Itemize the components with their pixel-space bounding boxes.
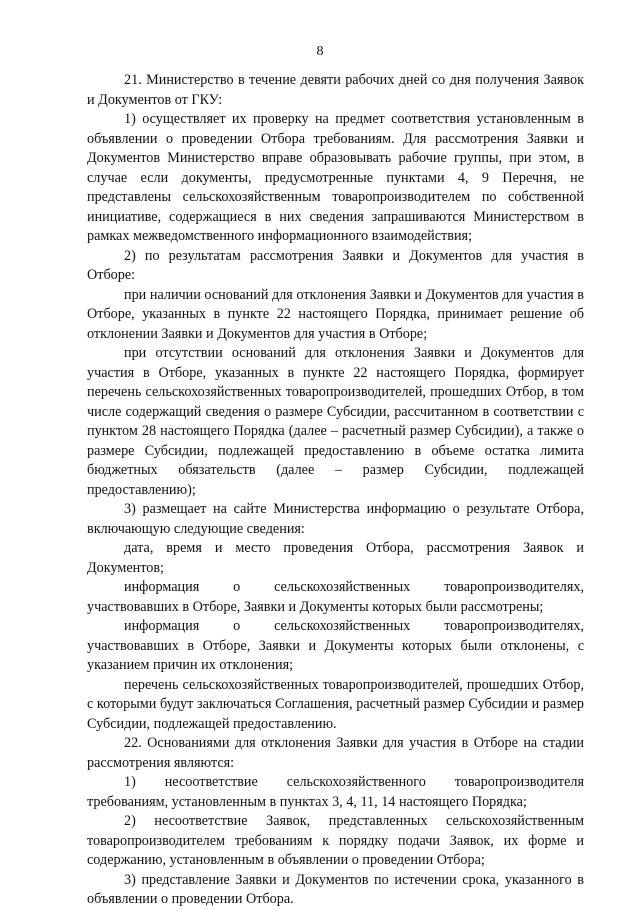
- paragraph-21-item-2-reject: при наличии оснований для отклонения Заявки и Документов для участия в Отборе, указанных в пункте 22 настоящего Порядка, принимает решение об отклонении Заявки и Документов для участия в Отборе;: [87, 286, 584, 342]
- paragraph-21-item-3-reviewed: информация о сельскохозяйственных товаропроизводителях, участвовавших в Отборе, Заявки и Документы которых были рассмотрены;: [87, 579, 584, 615]
- paragraph-21-item-1: 1) осуществляет их проверку на предмет соответствия установленным в объявлении о проведении Отбора требованиям. Для рассмотрения Заявки и Документов Министерство вправе образовывать рабочие группы, при этом, в случае если документы, предусмотренные пунктами 4, 9 Перечня, не представлены сельскохозяйственным товаропроизводителем по собственной инициативе, содержащиеся в них сведения запрашиваются Министерством в рамках межведомственного информационного взаимодействия;: [87, 111, 584, 244]
- paragraph-21-item-3-rejected: информация о сельскохозяйственных товаропроизводителях, участвовавших в Отборе, Заявки и Документы которых были отклонены, с указанием причин их отклонения;: [87, 618, 584, 673]
- paragraph-21-item-3-list: перечень сельскохозяйственных товаропроизводителей, прошедших Отбор, с которыми будут заключаться Соглашения, расчетный размер Субсидии и размер Субсидии, подлежащей предоставлению.: [87, 676, 584, 732]
- paragraph-21-item-2-approve: при отсутствии оснований для отклонения Заявки и Документов для участия в Отборе, указанных в пункте 22 настоящего Порядка, формирует перечень сельскохозяйственных товаропроизводителей, прошедших Отбор, в том числе содержащий сведения о размере Субсидии, рассчитанном в соответствии с пунктом 28 настоящего Порядка (далее – расчетный размер Субсидии), а также о размере Субсидии, подлежащей предоставлению в объеме остатка лимита бюджетных обязательств (далее – размер Субсидии, подлежащей предоставлению);: [87, 345, 584, 498]
- paragraph-22-item-3: 3) представление Заявки и Документов по истечении срока, указанного в объявлении о проведении Отбора.: [87, 871, 584, 907]
- paragraph-21-item-3: 3) размещает на сайте Министерства информацию о результате Отбора, включающую следующие сведения:: [87, 501, 584, 537]
- paragraph-21: 21. Министерство в течение девяти рабочих дней со дня получения Заявок и Документов от ГКУ:: [87, 72, 584, 108]
- document-body: [87, 71, 584, 910]
- paragraph-21-item-2: 2) по результатам рассмотрения Заявки и Документов для участия в Отборе:: [87, 247, 584, 283]
- page-number: 8: [316, 44, 324, 59]
- paragraph-21-item-3-date: дата, время и место проведения Отбора, рассмотрения Заявок и Документов;: [87, 540, 584, 576]
- paragraph-22-item-2: 2) несоответствие Заявок, представленных сельскохозяйственным товаропроизводителем требованиям к порядку подачи Заявок, их форме и содержанию, установленным в объявлении о проведении Отбора;: [87, 813, 584, 868]
- paragraph-22-item-1: 1) несоответствие сельскохозяйственного товаропроизводителя требованиям, установленным в пунктах 3, 4, 11, 14 настоящего Порядка;: [87, 774, 584, 810]
- paragraph-22: 22. Основаниями для отклонения Заявки для участия в Отборе на стадии рассмотрения являются:: [87, 735, 584, 771]
